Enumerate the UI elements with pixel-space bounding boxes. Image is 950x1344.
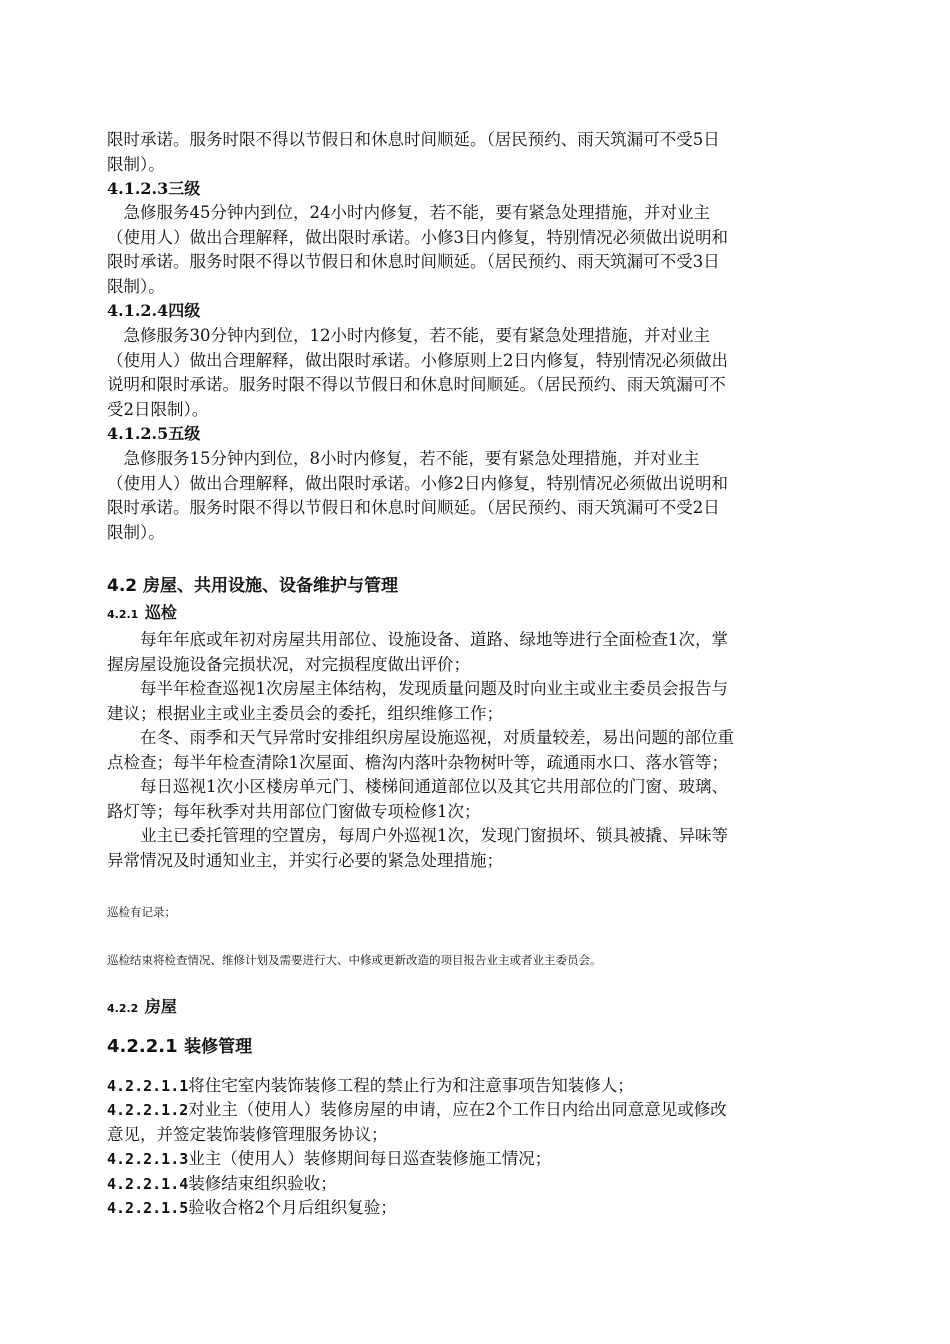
text-line: （使用人）做出合理解释，做出限时承诺。小修3日内修复，特别情况必须做出说明和 [107,227,728,247]
list-item [107,1172,337,1197]
text-line: （使用人）做出合理解释，做出限时承诺。小修2日内修复，特别情况必须做出说明和 [107,473,728,493]
list-item [107,1074,634,1099]
heading-title: 房屋、共用设施、设备维护与管理 [143,576,399,596]
text-line: 业主已委托管理的空置房，每周户外巡视1次，发现门窗损坏、锁具被撬、异味等 [107,826,728,845]
text-line: 限制）。 [107,154,165,174]
text-line: 限制）。 [107,276,165,296]
intro-paragraph [107,128,837,177]
text-line: 每日巡视1次小区楼房单元门、楼梯间通道部位以及其它共用部位的门窗、玻璃、 [107,777,728,796]
heading-number: 4.1.2.3 [107,179,169,198]
text-line: 限制）。 [107,522,165,542]
heading-4-2-2 [107,996,177,1020]
heading-title: 三级 [168,179,201,198]
item-number: 4.2.2.1.3 [107,1150,189,1168]
text-line: 在冬、雨季和天气异常时安排组织房屋设施巡视，对质量较差，易出问题的部位重 [107,728,734,747]
text-line: 每年年底或年初对房屋共用部位、设施设备、道路、绿地等进行全面检查1次，掌 [107,630,728,649]
text-line: 握房屋设施设备完损状况，对完损程度做出评价； [107,654,470,674]
inspection-report-note: 巡检结束将检查情况、维修计划及需要进行大、中修或更新改造的项目报告业主或者业主委员会。 [107,953,602,967]
text-line: 说明和限时承诺。服务时限不得以节假日和休息时间顺延。（居民预约、雨天筑漏可不 [107,375,726,394]
paragraph-4-1-2-4 [107,324,837,422]
heading-title: 房屋 [144,997,177,1016]
heading-4-1-2-4 [107,299,200,323]
text-line: 异常情况及时通知业主，并实行必要的紧急处理措施； [107,850,503,870]
list-item [107,1196,397,1221]
text-line: 验收合格2个月后组织复验； [188,1198,397,1217]
text-line: （使用人）做出合理解释，做出限时承诺。小修原则上2日内修复，特别情况必须做出 [107,350,728,370]
paragraph-4-2-1 [107,628,837,873]
heading-4-1-2-5 [107,422,200,446]
text-line: 限时承诺。服务时限不得以节假日和休息时间顺延。（居民预约、雨天筑漏可不受5日 [107,130,720,149]
text-line: 路灯等；每年秋季对共用部位门窗做专项检修1次； [107,801,481,821]
text-line: 每半年检查巡视1次房屋主体结构，发现质量问题及时向业主或业主委员会报告与 [107,679,728,698]
text-line: 将住宅室内装饰装修工程的禁止行为和注意事项告知装修人； [188,1076,634,1095]
heading-number: 4.2.2.1 [107,1036,178,1057]
heading-title: 五级 [168,424,201,443]
heading-4-2-1 [107,602,177,626]
text-line: 装修结束组织验收； [188,1174,337,1193]
item-number: 4.2.2.1.5 [107,1199,189,1217]
heading-title: 巡检 [144,603,177,622]
text-line: 受2日限制）。 [107,399,209,419]
heading-number: 4.2.2 [107,1002,139,1015]
text-line: 意见，并签定装饰装修管理服务协议； [107,1124,388,1144]
text-line: 限时承诺。服务时限不得以节假日和休息时间顺延。（居民预约、雨天筑漏可不受2日 [107,498,720,517]
list-item [107,1098,727,1147]
item-number: 4.2.2.1.2 [107,1101,189,1119]
heading-title: 装修管理 [184,1037,253,1057]
heading-4-2 [107,574,398,598]
heading-number: 4.1.2.5 [107,424,169,443]
inspection-record-note: 巡检有记录； [107,905,176,919]
item-number: 4.2.2.1.4 [107,1175,189,1193]
heading-number: 4.1.2.4 [107,301,169,320]
item-number: 4.2.2.1.1 [107,1077,189,1095]
text-line: 限时承诺。服务时限不得以节假日和休息时间顺延。（居民预约、雨天筑漏可不受3日 [107,252,720,271]
paragraph-4-1-2-3 [107,201,837,299]
heading-number: 4.2 [107,576,138,596]
paragraph-4-1-2-5 [107,447,837,545]
heading-number: 4.2.1 [107,608,139,621]
heading-4-2-2-1 [107,1034,252,1060]
text-line: 建议；根据业主或业主委员会的委托，组织维修工作； [107,703,503,723]
text-line: 急修服务30分钟内到位，12小时内修复，若不能，要有紧急处理措施，并对业主 [107,326,710,345]
heading-4-1-2-3 [107,177,200,201]
text-line: 对业主（使用人）装修房屋的申请，应在2个工作日内给出同意意见或修改 [188,1100,727,1119]
heading-title: 四级 [168,301,201,320]
text-line: 急修服务45分钟内到位，24小时内修复，若不能，要有紧急处理措施，并对业主 [107,203,710,222]
text-line: 点检查；每半年检查清除1次屋面、檐沟内落叶杂物树叶等，疏通雨水口、落水管等； [107,752,728,772]
text-line: 业主（使用人）装修期间每日巡查装修施工情况； [188,1149,552,1168]
list-item [107,1147,551,1172]
text-line: 急修服务15分钟内到位，8小时内修复，若不能，要有紧急处理措施，并对业主 [107,449,700,468]
